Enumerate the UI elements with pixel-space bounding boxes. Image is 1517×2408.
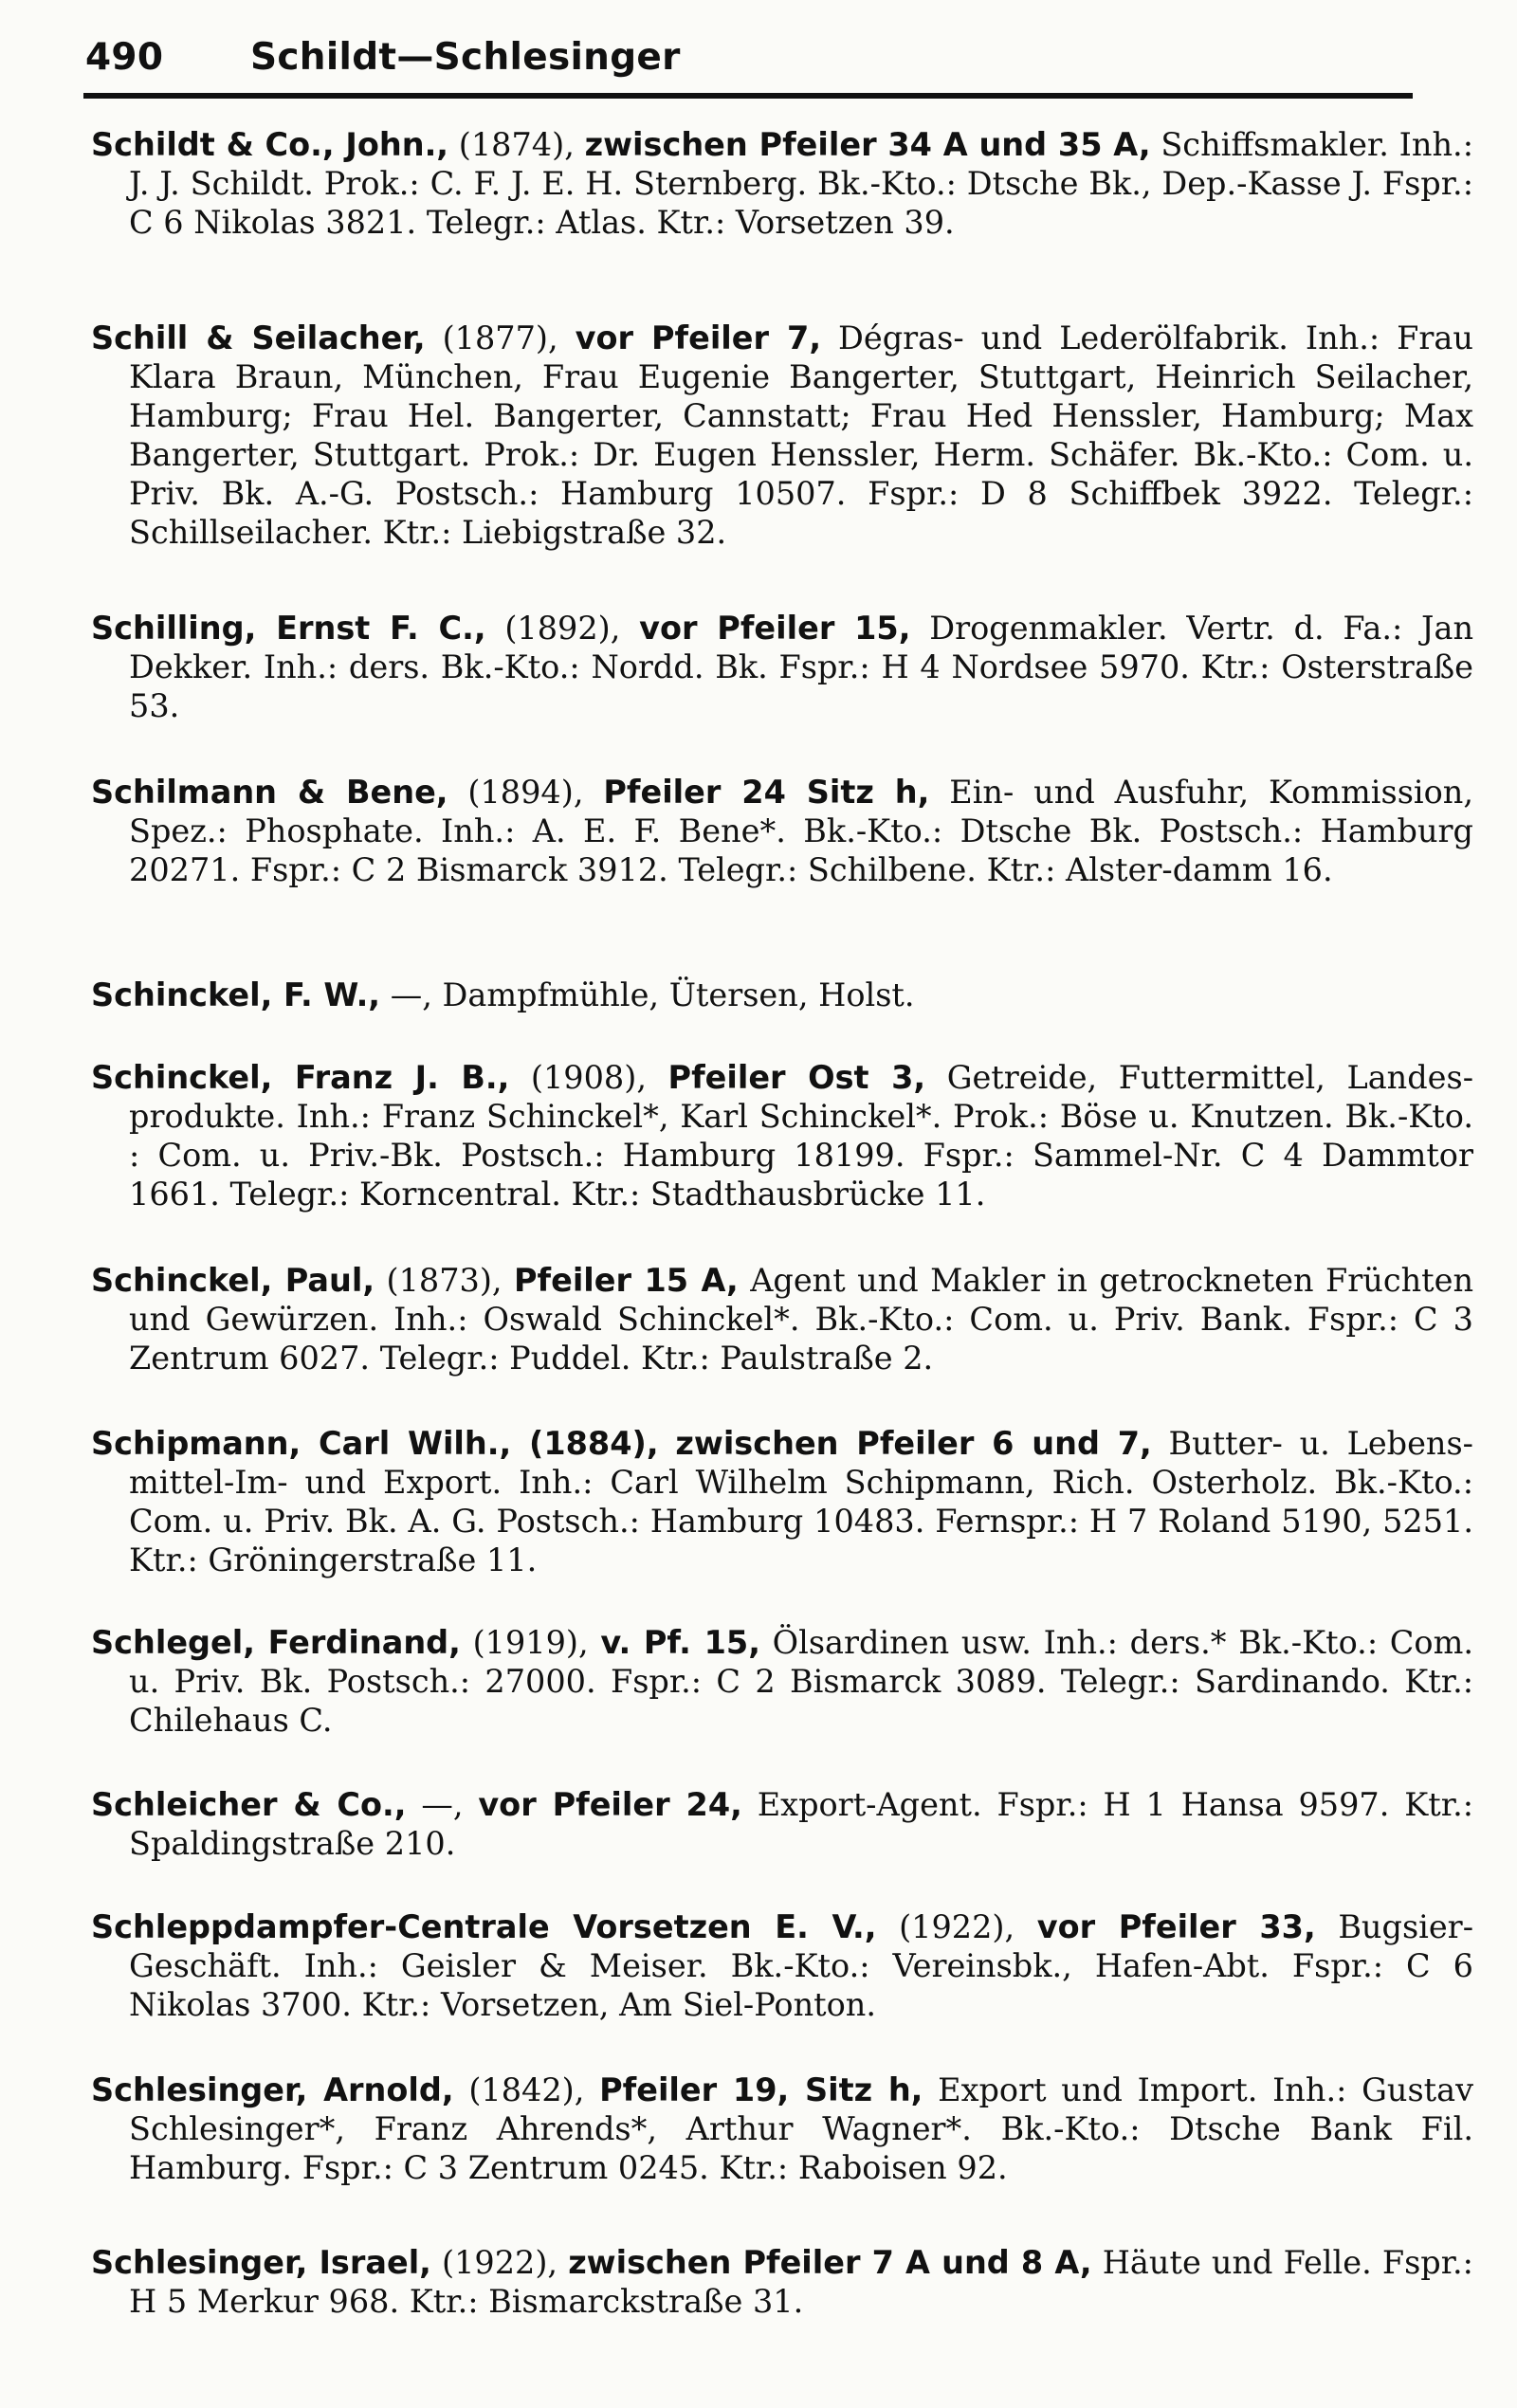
directory-entry [91, 1623, 1473, 1740]
entry-year: (1873), [386, 1262, 503, 1299]
entry-year: (1922), [899, 1908, 1015, 1945]
entry-name: Schinckel, F. W., [91, 976, 381, 1013]
entry-location: zwischen Pfeiler 6 und 7, [675, 1425, 1152, 1462]
directory-entry [91, 1261, 1473, 1377]
entry-location: v. Pf. 15, [600, 1624, 760, 1661]
directory-entry [91, 1424, 1473, 1579]
directory-entry [91, 125, 1473, 242]
entry-location: vor Pfeiler 33, [1036, 1908, 1316, 1945]
entry-details: Dégras- und Lederölfabrik. Inh.: Frau Klara Braun, München, Frau Eugenie Bangerter, Stuttgart, Heinrich Seilacher, Hamburg; Frau Hel. Bangerter, Cannstatt; Frau Hed Henssler, Hamburg; Max Bangerter, Stuttgart. Prok.: Dr. Eugen Henssler, Herm. Schäfer. Bk.-Kto.: Com. u. Priv. Bk. A.-G. Postsch.: Hamburg 10507. Fspr.: D 8 Schiffbek 3922. Telegr.: Schillseilacher. Ktr.: Liebigstraße 32. [129, 319, 1473, 551]
entry-details: Häute und Felle. Fspr.: H 5 Merkur 968. Ktr.: Bismarckstraße 31. [129, 2244, 1473, 2320]
entry-location: Pfeiler Ost 3, [667, 1059, 926, 1096]
entry-name: Schildt & Co., John., [91, 126, 449, 163]
directory-entry [91, 976, 1473, 1014]
entry-year: (1922), [442, 2244, 558, 2281]
entry-name: Schilmann & Bene, [91, 774, 448, 811]
entry-year: (1877), [442, 319, 558, 356]
entry-name: Schinckel, Paul, [91, 1262, 375, 1299]
entry-name: Schinckel, Franz J. B., [91, 1059, 510, 1096]
entry-details: Ein- und Ausfuhr, Kommission, Spez.: Phosphate. Inh.: A. E. F. Bene*. Bk.-Kto.: Dtsche Bk. Postsch.: Hamburg 20271. Fspr.: C 2 Bismarck 3912. Telegr.: Schilbene. Ktr.: Alster-damm 16. [129, 774, 1474, 888]
directory-entry [91, 2071, 1473, 2187]
entry-location: vor Pfeiler 7, [575, 319, 822, 356]
entry-details: Schiffsmakler. Inh.: J. J. Schildt. Prok.: C. F. J. E. H. Sternberg. Bk.-Kto.: Dtsche Bk., Dep.-Kasse J. Fspr.: C 6 Nikolas 3821. Telegr.: Atlas. Ktr.: Vorsetzen 39. [129, 126, 1473, 241]
entry-details: Drogenmakler. Vertr. d. Fa.: Jan Dekker. Inh.: ders. Bk.-Kto.: Nordd. Bk. Fspr.: H 4 Nordsee 5970. Ktr.: Osterstraße 53. [129, 610, 1474, 724]
entry-year: (1842), [468, 2071, 585, 2108]
entry-location: zwischen Pfeiler 34 A und 35 A, [584, 126, 1151, 163]
directory-entry [91, 1907, 1473, 2024]
entry-location: vor Pfeiler 24, [478, 1786, 742, 1823]
entry-year: (1874), [458, 126, 575, 163]
entry-details: Export und Import. Inh.: Gustav Schlesinger*, Franz Ahrends*, Arthur Wagner*. Bk.-Kto.: Dtsche Bank Fil. Hamburg. Fspr.: C 3 Zentrum 0245. Ktr.: Raboisen 92. [129, 2071, 1474, 2186]
entry-name: Schilling, Ernst F. C., [91, 610, 486, 647]
entry-details: Butter- u. Lebens-mittel-Im- und Export. Inh.: Carl Wilhelm Schipmann, Rich. Osterholz. Bk.-Kto.: Com. u. Priv. Bk. A. G. Postsch.: Hamburg 10483. Fernspr.: H 7 Roland 5190, 5251. Ktr.: Gröningerstraße 11. [129, 1425, 1474, 1578]
entry-location: Pfeiler 19, Sitz h, [599, 2071, 923, 2108]
directory-entry [91, 2243, 1473, 2321]
running-head: Schildt—Schlesinger [250, 36, 681, 79]
page-number: 490 [85, 36, 164, 79]
entry-year: —, [390, 976, 432, 1013]
directory-entry [91, 773, 1473, 889]
directory-entry [91, 1058, 1473, 1213]
entry-details: Getreide, Futtermittel, Landes-produkte. Inh.: Franz Schinckel*, Karl Schinckel*. Prok.: Böse u. Knutzen. Bk.-Kto. : Com. u. Priv.-Bk. Postsch.: Hamburg 18199. Fspr.: Sammel-Nr. C 4 Dammtor 1661. Telegr.: Korncentral. Ktr.: Stadthausbrücke 11. [129, 1059, 1474, 1213]
entry-location: Pfeiler 24 Sitz h, [603, 774, 930, 811]
entry-location: zwischen Pfeiler 7 A und 8 A, [568, 2244, 1092, 2281]
entry-year: (1908), [530, 1059, 647, 1096]
entry-name: Schill & Seilacher, [91, 319, 426, 356]
entry-name: Schleppdampfer-Centrale Vorsetzen E. V., [91, 1908, 877, 1945]
entry-name: Schlesinger, Israel, [91, 2244, 431, 2281]
entry-details: Agent und Makler in getrockneten Früchten und Gewürzen. Inh.: Oswald Schinckel*. Bk.-Kto.: Com. u. Priv. Bank. Fspr.: C 3 Zentrum 6027. Telegr.: Puddel. Ktr.: Paulstraße 2. [129, 1262, 1474, 1377]
entry-name: Schlegel, Ferdinand, [91, 1624, 461, 1661]
entry-year: —, [421, 1786, 464, 1823]
entry-location: Pfeiler 15 A, [513, 1262, 739, 1299]
entry-details: Dampfmühle, Ütersen, Holst. [442, 976, 915, 1013]
directory-entry [91, 319, 1473, 552]
directory-entry [91, 1785, 1473, 1863]
entry-name: Schlesinger, Arnold, [91, 2071, 454, 2108]
entry-name: Schleicher & Co., [91, 1786, 407, 1823]
entry-year: (1894), [467, 774, 584, 811]
directory-entry [91, 609, 1473, 725]
entry-location: vor Pfeiler 15, [639, 610, 911, 647]
entry-details: Export-Agent. Fspr.: H 1 Hansa 9597. Ktr.: Spaldingstraße 210. [129, 1786, 1473, 1862]
entry-year: (1919), [472, 1624, 589, 1661]
entry-year: (1892), [504, 610, 621, 647]
entry-name: Schipmann, Carl Wilh., (1884), [91, 1425, 659, 1462]
entry-details: Ölsardinen usw. Inh.: ders.* Bk.-Kto.: Com. u. Priv. Bk. Postsch.: 27000. Fspr.: C 2 Bismarck 3089. Telegr.: Sardinando. Ktr.: Chilehaus C. [129, 1624, 1474, 1739]
entry-details: Bugsier-Geschäft. Inh.: Geisler & Meiser. Bk.-Kto.: Vereinsbk., Hafen-Abt. Fspr.: C 6 Nikolas 3700. Ktr.: Vorsetzen, Am Siel-Ponton. [129, 1908, 1474, 2023]
